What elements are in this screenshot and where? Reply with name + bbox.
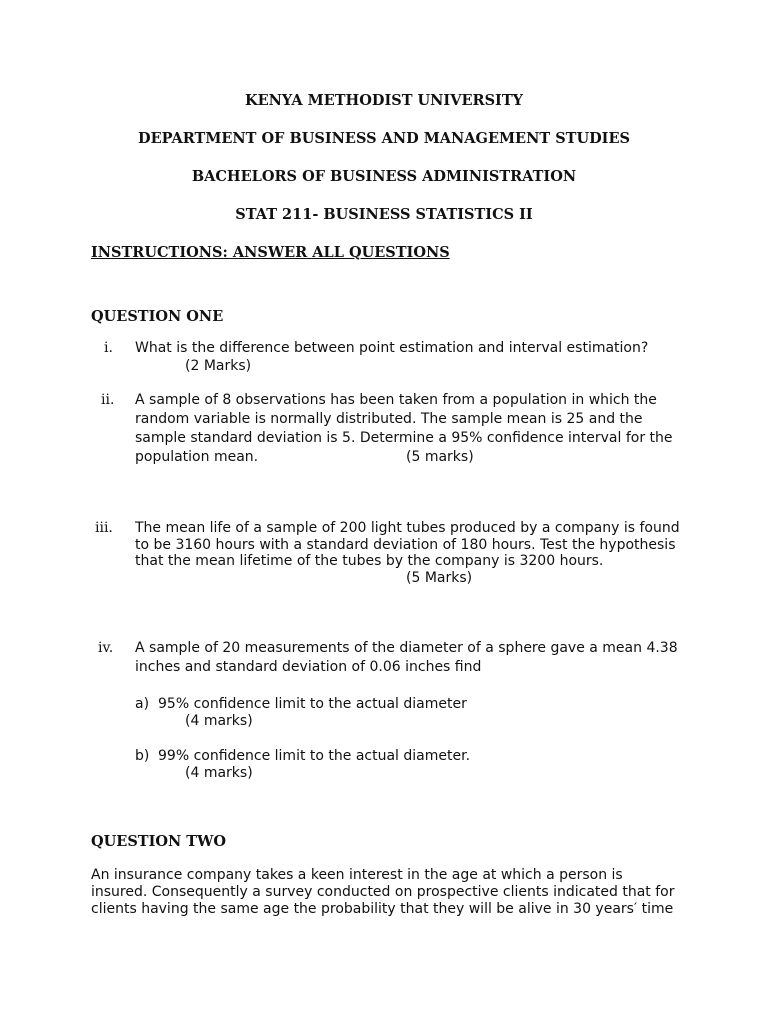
question-text: inches and standard deviation of 0.06 inches find xyxy=(135,659,482,675)
question-one-title: QUESTION ONE xyxy=(91,308,224,325)
sub-label: b) xyxy=(135,748,150,764)
question-two-title: QUESTION TWO xyxy=(91,833,227,850)
instructions: INSTRUCTIONS: ANSWER ALL QUESTIONS xyxy=(91,244,450,261)
question-text: sample standard deviation is 5. Determine a 95% confidence interval for the xyxy=(135,430,673,446)
question-text: population mean. xyxy=(135,449,259,465)
item-number: ii. xyxy=(101,392,115,408)
question-text: random variable is normally distributed. The sample mean is 25 and the xyxy=(135,411,643,427)
item-number: iv. xyxy=(98,640,114,656)
sub-question-text: 95% confidence limit to the actual diameter xyxy=(158,696,467,712)
marks: (5 marks) xyxy=(406,449,474,465)
item-number: iii. xyxy=(95,520,113,536)
item-number: i. xyxy=(104,340,113,356)
department-title: DEPARTMENT OF BUSINESS AND MANAGEMENT STUDIES xyxy=(138,130,630,147)
sub-question-text: 99% confidence limit to the actual diameter. xyxy=(158,748,471,764)
question-two-text: insured. Consequently a survey conducted on prospective clients indicated that for xyxy=(91,884,675,900)
question-text: to be 3160 hours with a standard deviation of 180 hours. Test the hypothesis xyxy=(135,537,676,553)
question-two-text: An insurance company takes a keen interest in the age at which a person is xyxy=(91,867,623,883)
marks: (4 marks) xyxy=(185,713,253,729)
program-title: BACHELORS OF BUSINESS ADMINISTRATION xyxy=(191,168,577,185)
marks: (2 Marks) xyxy=(185,358,252,374)
sub-label: a) xyxy=(135,696,150,712)
question-text: that the mean lifetime of the tubes by the company is 3200 hours. xyxy=(135,553,604,569)
course-title: STAT 211- BUSINESS STATISTICS II xyxy=(235,206,533,223)
university-title: KENYA METHODIST UNIVERSITY xyxy=(245,92,523,109)
question-text: What is the difference between point estimation and interval estimation? xyxy=(135,340,649,356)
question-text: The mean life of a sample of 200 light tubes produced by a company is found xyxy=(135,520,680,536)
question-two-text: clients having the same age the probability that they will be alive in 30 years′ time xyxy=(91,901,674,917)
question-text: A sample of 8 observations has been taken from a population in which the xyxy=(135,392,657,408)
marks: (4 marks) xyxy=(185,765,253,781)
question-text: A sample of 20 measurements of the diameter of a sphere gave a mean 4.38 xyxy=(135,640,678,656)
marks: (5 Marks) xyxy=(406,570,473,586)
